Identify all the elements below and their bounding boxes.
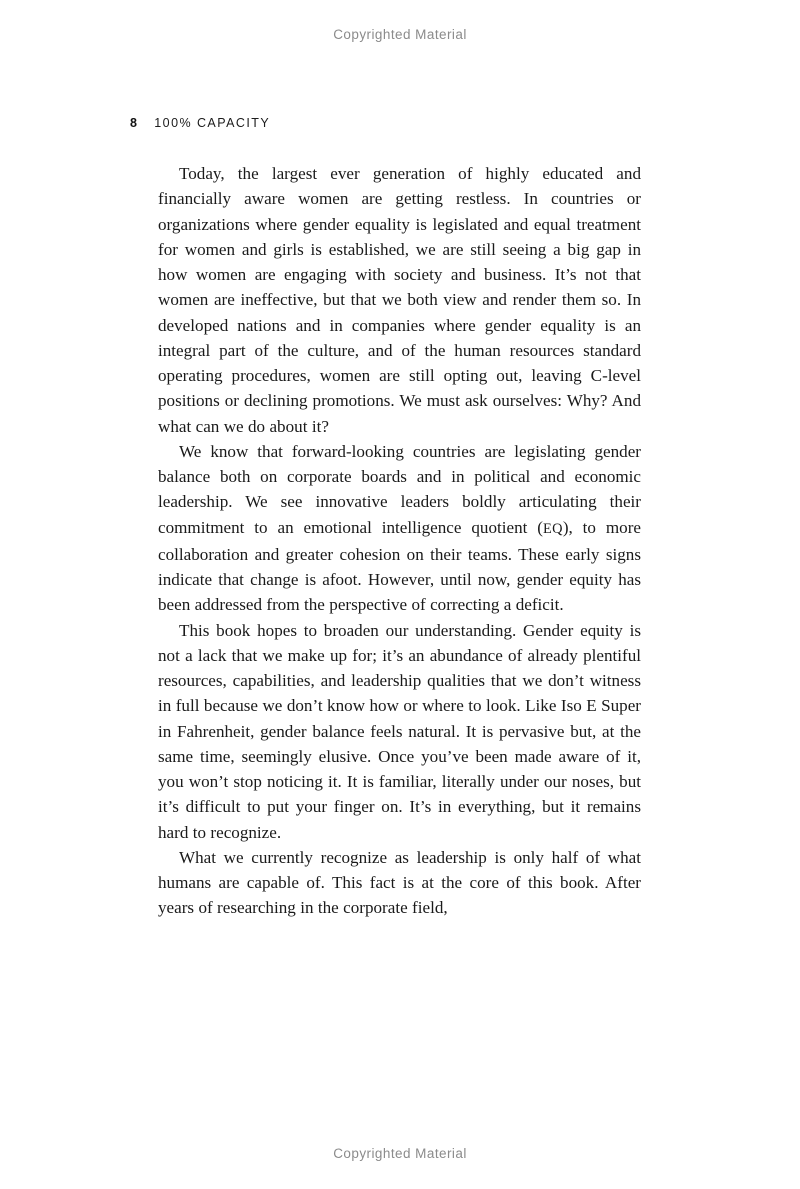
copyright-watermark-top: Copyrighted Material	[333, 27, 467, 42]
paragraph-2-part-1: We know that forward-looking countries are legislating gender balance both on corporate boards and in political and economic leadership. We see innovative leaders boldly articulating their commitment to an emotional intelligence quotient (	[158, 441, 641, 537]
paragraph-3: This book hopes to broaden our understanding. Gender equity is not a lack that we make up for; it’s an abundance of already plentiful resources, capabilities, and leadership qualities that we don’t witness in full because we don’t know how or where to look. Like Iso E Super in Fahrenheit, gender balance feels natural. It is pervasive but, at the same time, seemingly elusive. Once you’ve been made aware of it, you won’t stop noticing it. It is familiar, literally under our noses, but it’s difficult to put your finger on. It’s in everything, but it remains hard to recognize.	[158, 620, 641, 842]
abbreviation-eq: EQ	[542, 520, 563, 537]
page-number: 8	[130, 116, 138, 130]
running-head	[130, 116, 270, 130]
running-head-title: 100% CAPACITY	[154, 116, 271, 130]
copyright-watermark-bottom: Copyrighted Material	[333, 1146, 467, 1161]
paragraph-2	[158, 439, 641, 618]
paragraph-4: What we currently recognize as leadership is only half of what humans are capable of. This fact is at the core of this book. After years of researching in the corporate field,	[158, 847, 641, 918]
body-text-block	[158, 161, 641, 921]
paragraph-1: Today, the largest ever generation of highly educated and financially aware women are getting restless. In countries or organizations where gender equality is legislated and equal treatment for women and girls is established, we are still seeing a big gap in how women are engaging with society and business. It’s not that women are ineffective, but that we both view and render them so. In developed nations and in companies where gender equality is an integral part of the culture, and of the human resources standard operating procedures, women are still opting out, leaving C-level positions or declining promotions. We must ask ourselves: Why? And what can we do about it?	[158, 164, 641, 436]
paragraph-2-part-2: ), to more collaboration and greater cohesion on their teams. These early signs indicate that change is afoot. However, until now, gender equity has been addressed from the perspective of correcting a deficit.	[158, 517, 641, 615]
